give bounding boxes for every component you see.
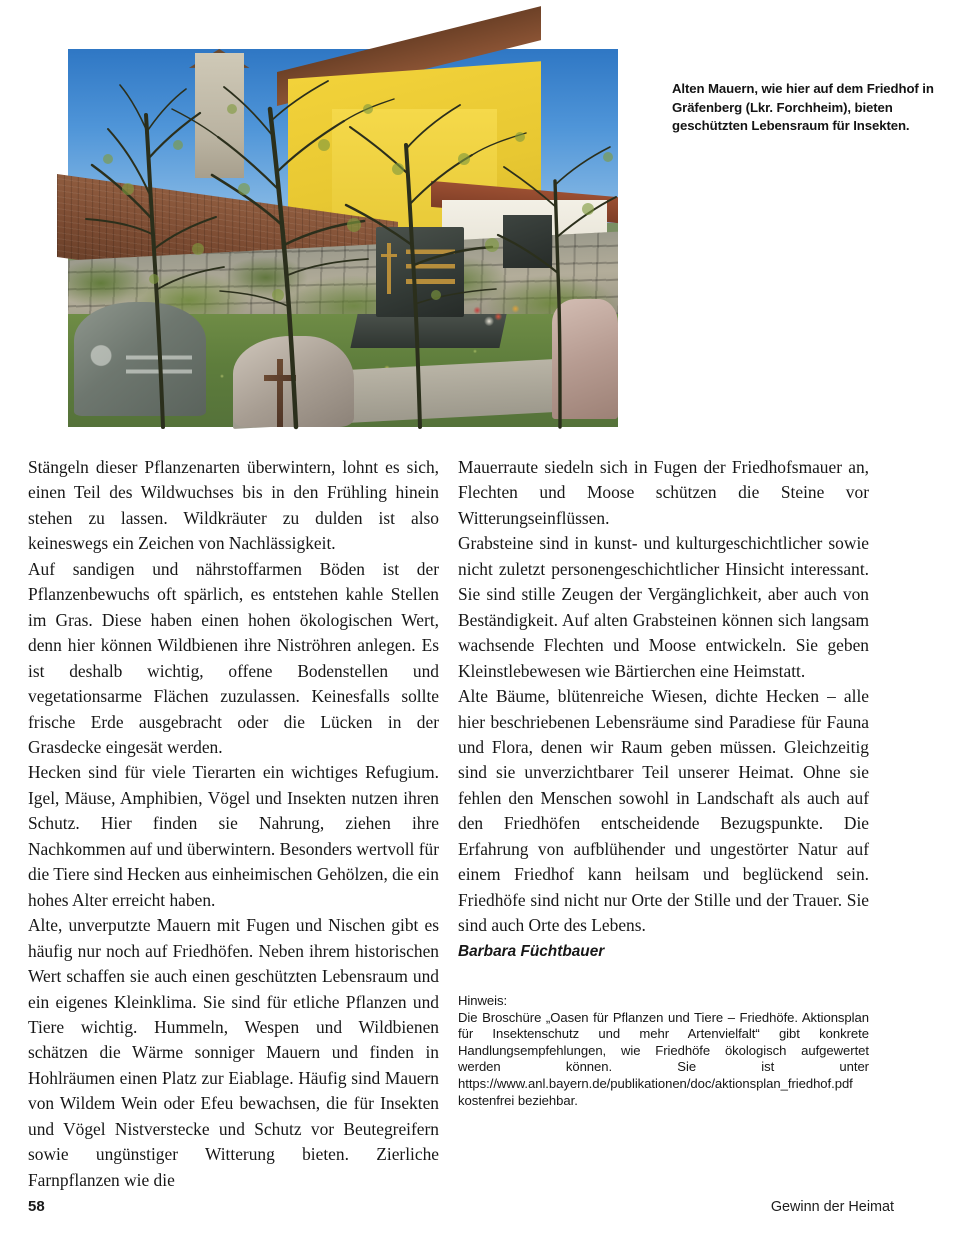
photo-wooden-cross-icon [277, 359, 283, 427]
hinweis-text: Die Broschüre „Oasen für Pflanzen und Tiere – Friedhöfe. Aktionsplan für Insektenschutz und mehr Artenvielfalt“ gibt konkrete Handlungsempfehlungen, wie Friedhöfe ökologisch aufgewertet werden können. Sie ist unter https://www.anl.bayern.de/publikationen/doc/aktionsplan_friedhof.pdf kostenfrei beziehbar. [458, 1009, 869, 1108]
paragraph: Grabsteine sind in kunst- und kulturgeschichtlicher sowie nicht zuletzt personengeschichtlicher Hinsicht interessant. Sie sind stille Zeugen der Vergänglichkeit, aber auch von Beständigkeit. Auf alten Grabsteinen können sich langsam wachsende Flechten und Moose entwickeln. Sie geben Kleinstlebewesen wie Bärtierchen eine Heimstatt. [458, 533, 869, 681]
photo-gravestone-relief [79, 332, 124, 379]
paragraph: Mauerraute siedeln sich in Fugen der Friedhofsmauer an, Flechten und Moose schützen die Steine vor Witterungseinflüssen. [458, 457, 869, 528]
photo-gravestone-inscription [406, 247, 455, 287]
cemetery-photo [68, 49, 618, 427]
paragraph: Stängeln dieser Pflanzenarten überwintern, lohnt es sich, einen Teil des Wildwuchses bis in den Frühling hinein stehen zu lassen. Wildkräuter zu dulden ist also keineswegs ein Zeichen von Nachlässigkeit. [28, 457, 439, 554]
hinweis-label: Hinweis: [458, 993, 508, 1008]
photo-gravestone-name-engraving [126, 343, 192, 382]
body-text-left-column [28, 455, 439, 1193]
body-text-right-column [458, 455, 869, 964]
paragraph: Hecken sind für viele Tierarten ein wichtiges Refugium. Igel, Mäuse, Amphibien, Vögel und Insekten nutzen ihren Schutz. Hier finden sie Nahrung, ziehen ihre Nachkommen auf und überwintern. Besonders wertvoll für die Tiere sind Hecken aus einheimischen Gehölzen, die ein hohes Alter erreicht haben. [28, 762, 439, 910]
photo-dark-gravestone [376, 227, 464, 318]
article-photo-figure [68, 49, 934, 427]
paragraph: Alte, unverputzte Mauern mit Fugen und Nischen gibt es häufig nur noch auf Friedhöfen. Neben ihrem historischen Wert schaffen sie auch einen geschützten Lebensraum und ein eigenes Kleinklima. Sie sind für etliche Pflanzen und Tiere wichtig. Hummeln, Wespen und Wildbienen schätzen die Wärme sonniger Mauern und finden in Hohlräumen einen Platz zur Eiablage. Häufig sind Mauern von Wildem Wein oder Efeu bewachsen, die für Insekten und Vögel Nistverstecke und Schutz vor Beutegreifern sowie ungünstiger Witterung bieten. Zierliche Farnpflanzen wie die [28, 915, 439, 1190]
photo-foreground-gravestone [74, 302, 206, 415]
photo-grave-flowers [464, 298, 530, 328]
photo-church-tower [195, 53, 245, 178]
photo-background-gravestone [503, 215, 553, 268]
photo-gravestone-cross-icon [387, 243, 391, 294]
footer-page-number: 58 [28, 1198, 45, 1215]
photo-boulder-gravestone [233, 336, 354, 427]
photo-granite-gravestone [552, 299, 618, 420]
hinweis-note [458, 993, 869, 1109]
author-byline: Barbara Füchtbauer [458, 942, 605, 960]
paragraph: Auf sandigen und nährstoffarmen Böden ist der Pflanzenbewuchs oft spärlich, es entstehen kahle Stellen im Gras. Diese haben einen hohen ökologischen Wert, denn hier können Wildbienen ihre Niströhren anlegen. Es ist deshalb wichtig, offene Bodenstellen und vegetationsarme Flächen zuzulassen. Keinesfalls sollte frische Erde ausgebracht oder die Lücken in der Grasdecke eingesät werden. [28, 558, 439, 757]
photo-caption: Alten Mauern, wie hier auf dem Friedhof in Gräfenberg (Lkr. Forchheim), bieten geschützten Lebensraum für Insekten. [672, 81, 934, 134]
paragraph: Alte Bäume, blütenreiche Wiesen, dichte Hecken – alle hier beschriebenen Lebensräume sind Paradiese für Fauna und Flora, denen wir Raum geben müssen. Gleichzeitig sind sie unverzichtbarer Teil unserer Heimat. Ohne sie fehlen den Menschen sowohl in Landschaft als auch auf den Friedhöfen entscheidende Bezugspunkte. Die Erfahrung von aufblühender und ungestörter Natur auf einem Friedhof kann heilsam und beglückend sein. Friedhöfe sind nicht nur Orte der Stille und der Trauer. Sie sind auch Orte des Lebens. [458, 686, 869, 936]
footer-section-title: Gewinn der Heimat [770, 1199, 894, 1215]
